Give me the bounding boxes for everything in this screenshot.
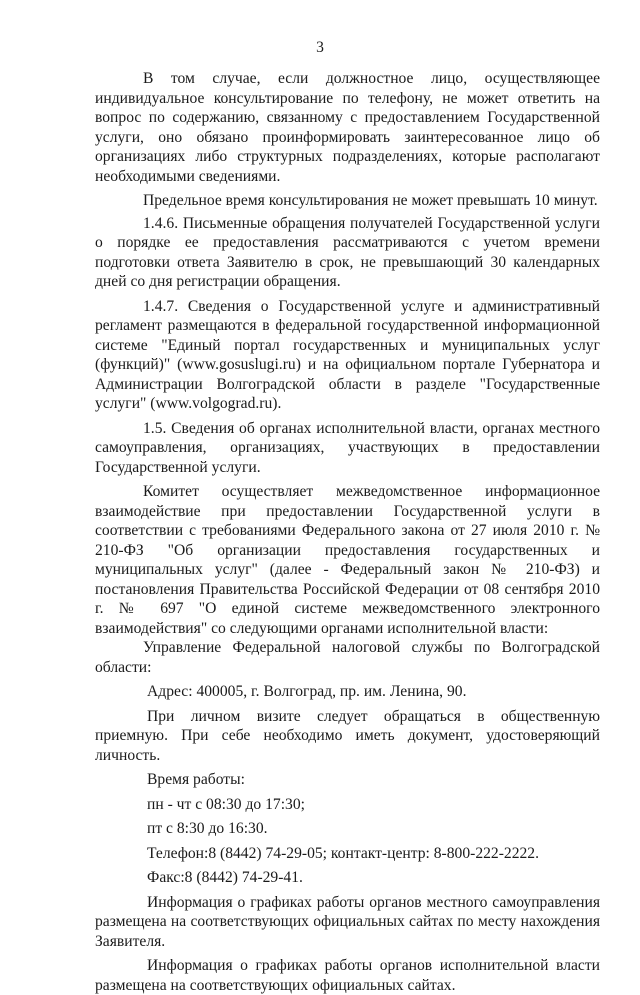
paragraph-1-5: 1.5. Сведения об органах исполнительной власти, органах местного самоуправления, организациях, участвующих в предоставлении Государственной услуги. <box>95 419 600 476</box>
paragraph-phone: Телефон:8 (8442) 74-29-05; контакт-центр: 8-800-222-2222. <box>147 844 540 862</box>
paragraph-executive-authority-schedules: Информация о графиках работы органов исполнительной власти размещена на соответствующих официальных сайтах. <box>95 957 600 994</box>
paragraph-consultation-referral: В том случае, если должностное лицо, осуществляющее индивидуальное консультирование по телефону, не может ответить на вопрос по содержанию, связанному с предоставлением Государственной услуги, оно обязано проинформировать заинтересованное лицо об организациях либо структурных подразделениях, которые располагают необходимыми сведениями. <box>95 70 600 185</box>
paragraph-address: Адрес: 400005, г. Волгоград, пр. им. Ленина, 90. <box>147 683 467 700</box>
paragraph-1-4-6: 1.4.6. Письменные обращения получателей Государственной услуги о порядке ее предоставления рассматриваются с учетом времени подготовки ответа Заявителю в срок, не превышающий 30 календарных дней со дня регистрации обращения. <box>95 214 600 290</box>
page-number: 3 <box>316 39 324 56</box>
paragraph-local-government-schedules: Информация о графиках работы органов местного самоуправления размещена на соответствующих официальных сайтах по месту нахождения Заявителя. <box>95 893 600 950</box>
paragraph-personal-visit: При личном визите следует обращаться в общественную приемную. При себе необходимо иметь документ, удостоверяющий личность. <box>95 707 600 764</box>
paragraph-consultation-time-limit: Предельное время консультирования не может превышать 10 минут. <box>143 192 598 209</box>
paragraph-fax: Факс:8 (8442) 74-29-41. <box>147 869 303 886</box>
paragraph-hours-mon-thu: пн - чт с 08:30 до 17:30; <box>147 795 305 813</box>
paragraph-tax-service: Управление Федеральной налоговой службы по Волгоградской области: <box>95 639 600 676</box>
paragraph-working-hours-label: Время работы: <box>147 771 245 788</box>
paragraph-hours-fri: пт с 8:30 до 16:30. <box>147 820 268 837</box>
paragraph-1-4-7: 1.4.7. Сведения о Государственной услуге и административный регламент размещаются в федеральной государственной информационной системе "Единый портал государственных и муниципальных услуг (функций)" (www.gosuslugi.ru) и на официальном портале Губернатора и Администрации Волгоградской области в разделе "Государственные услуги" (www.volgograd.ru). <box>95 297 600 412</box>
paragraph-committee-interaction: Комитет осуществляет межведомственное информационное взаимодействие при предоставлении Государственной услуги в соответствии с требованиями Федерального закона от 27 июля 2010 г. № 210-ФЗ "Об организации предоставления государственных и муниципальных услуг" (далее - Федеральный закон № 210-ФЗ) и постановления Правительства Российской Федерации от 08 сентября 2010 г. № 697 "О единой системе межведомственного электронного взаимодействия" со следующими органами исполнительной власти: <box>95 483 600 637</box>
document-body <box>95 69 600 995</box>
